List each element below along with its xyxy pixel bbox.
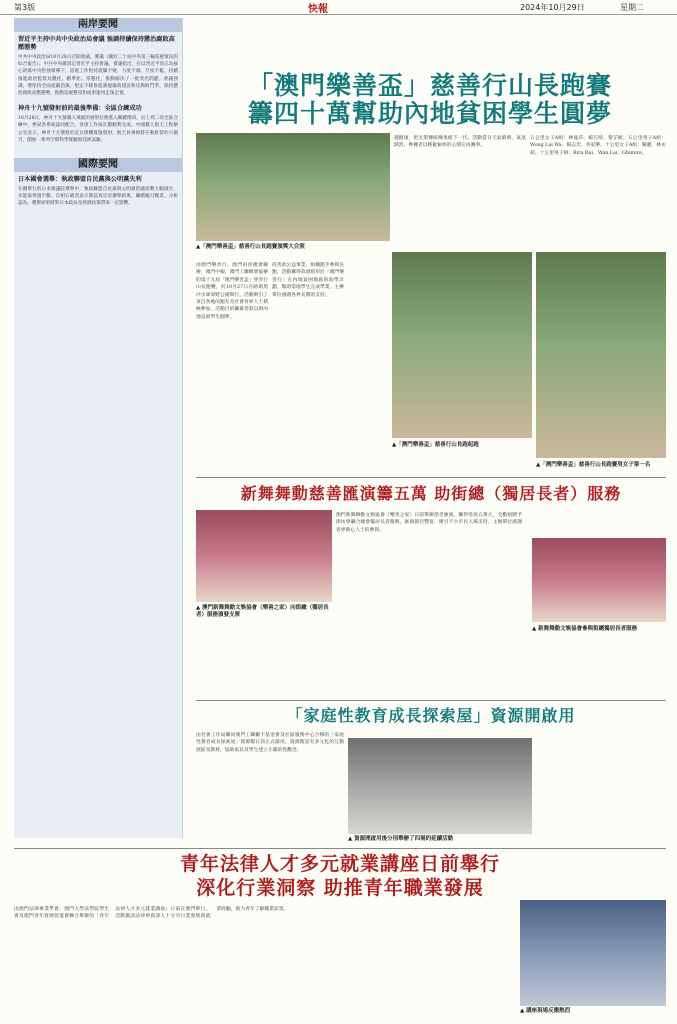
article-body: 由澳門法律專業學會、澳門大學法學院學生會及澳門青年發展促進會聯合舉辦的「青年法律人才多元就業講座」日前在澳門舉行。活動邀請法律界資深人士分享行業發展與就業經驗，助力青年了解職業前景。 — [14, 907, 289, 920]
race-results: 五公里女子A組：林曼莎、楊巧靖、黎芷頤。五公里男子A組：Wong Lai Wa、楊志光、李家樂。十公里女子A組：羅麗、林永莉。十公里男子組：Bira Rai、Wan Lai、Ghimire。 — [530, 136, 666, 156]
divider — [14, 848, 666, 849]
section-headline: 新舞舞動慈善匯演籌五萬 助街總（獨居長者）服務 — [240, 484, 622, 503]
section-headline — [14, 852, 666, 900]
section-heading-international: 國際要聞 — [14, 158, 182, 172]
main-headline-line1: 「澳門樂善盃」慈善行山長跑賽 — [247, 71, 612, 100]
winners-photo — [536, 252, 666, 458]
photo-caption: ▲「澳門樂善盃」慈善行山長跑起跑 — [392, 442, 479, 448]
article-column: 持善款公益事業，組織跑手參與長跑，活動籌得款項將用於「澳門樂善行」在內地貧困地區的助學計劃，幫助當地學生完成學業。主辦單位感謝各界長期的支持。 — [272, 263, 344, 298]
photo-caption: ▲「澳門樂善盃」慈善行山長跑賽頒獎大合照 — [196, 244, 305, 250]
photo-caption: ▲「澳門樂善盃」慈善行山長跑賽男女子第一名 — [536, 462, 651, 468]
photo-caption: ▲ 新舞舞動文娛協會參與街總獨居長者服務 — [532, 626, 638, 632]
weekday: 星期二 — [620, 3, 644, 12]
section-heading-cross-strait: 兩岸要聞 — [14, 18, 182, 32]
article-body: 10月28日，神舟十九號載人飛船的發射任務進入關鍵階段。於上周二的全區合練中，參試各系統協同配合，各項工作按計劃順利完成。中國載人航天工程辦公室表示，神舟十九號將於近日擇機實施發射，航天員乘組將在軌駐留約六個月，開展一系列空間科學實驗與技術試驗。 — [18, 116, 178, 143]
page-header — [0, 0, 677, 15]
article-body: 由社會工作局聯同澳門工聯屬下基金會及社區服務中心合辦的「家庭性教育成長探索屋」資源館日前正式啟用。資源館設有多元化的互動展區及教材，協助家長及學生建立正確的性觀念。 — [196, 733, 344, 753]
race-start-photo — [392, 252, 532, 438]
date: 2024年10月29日 — [520, 3, 585, 12]
article-body: 在剛舉行的日本眾議院選舉中，執政聯盟自民黨與公明黨的議席數大幅減少，未能取得過半數。首相石破茂表示將認真反省選舉結果，繼續履行職責。分析認為，選舉結果將對日本政局及經濟政策帶來一定影響。 — [18, 187, 178, 207]
masthead: 快報 — [308, 4, 328, 15]
article-column: 由澳門樂善行、澳門田徑總會聯辦，澳門中銀、澳門工聯總會協辦的第十九屆「澳門樂善盃」慈善行山長跑賽，於10月27日在路環黑沙水庫郊野公園舉行。活動吸引了來自各地的跑友及社會各界人士積極參加，活動目的籌募善款以助內地貧困學生圓夢。 — [196, 263, 268, 320]
photo-caption: ▲ 澳門新舞舞動文娛協會（樂善之家）向街總（獨居長者）服務頒發支票 — [196, 605, 329, 618]
divider — [196, 700, 666, 701]
page-number: 第3版 — [14, 3, 36, 12]
photo-caption: ▲ 資源開啟用後分別舉辦了四場的延續活動 — [348, 836, 454, 842]
article-body: 澳門新舞舞動文娛協會（樂善之家）日前舉辦慈善匯演，籌得善款五萬元，全數捐贈予街坊會聯合總會獨居長者服務。匯演節目豐富，吸引不少市民入場支持，主辦單位感謝各界熱心人士的參與。 — [336, 513, 522, 533]
group-photo — [196, 133, 390, 241]
main-headline — [195, 72, 665, 128]
donation-photo — [196, 510, 332, 602]
article-headline: 習近平主持中共中央政治局會議 強調持續保持懲治腐敗高壓態勢 — [18, 36, 175, 51]
article-body: 中共中央政治局10月28日召開會議，審議《關於二十屆中央第三輪巡視情況的綜合報告》。中共中央總書記習近平主持會議。會議指出，在以習近平同志為核心的黨中央堅強領導下，巡視工作堅持震懾不變、力度不減、尺度不鬆，持續推進政治監督具體化、精準化、常態化，推動解決了一批突出問題。會議強調，要堅持全面從嚴治黨，堅定不移推進黨風廉政建設和反腐敗鬥爭，保持懲治腐敗高壓態勢，推動巡視整改和成果運用走深走實。 — [18, 55, 178, 97]
seminar-photo — [520, 900, 666, 1006]
article-headline: 日本國會選舉：執政聯盟自民黨與公明黨失利 — [18, 176, 142, 184]
sidebar — [14, 18, 183, 838]
divider — [196, 477, 666, 478]
section-headline: 「家庭性教育成長探索屋」資源開啟用 — [286, 706, 576, 725]
section-headline-line2: 深化行業洞察 助推青年職業發展 — [196, 877, 484, 899]
article-column: 越健康，把光榮傳統傳承給下一代。活動當日天氣晴朗，氣氛熱烈，參賽者以輕鬆愉快的心情完成賽事。 — [394, 136, 526, 149]
resource-center-photo — [348, 738, 532, 834]
performance-photo — [532, 538, 666, 622]
photo-caption: ▲ 講座現場反應熱烈 — [520, 1008, 571, 1014]
main-headline-line2: 籌四十萬幫助內地貧困學生圓夢 — [247, 99, 612, 128]
section-headline-line1: 青年法律人才多元就業講座日前舉行 — [179, 853, 500, 875]
article-headline: 神舟十九號發射前的最後準備：全區合練成功 — [18, 105, 142, 113]
